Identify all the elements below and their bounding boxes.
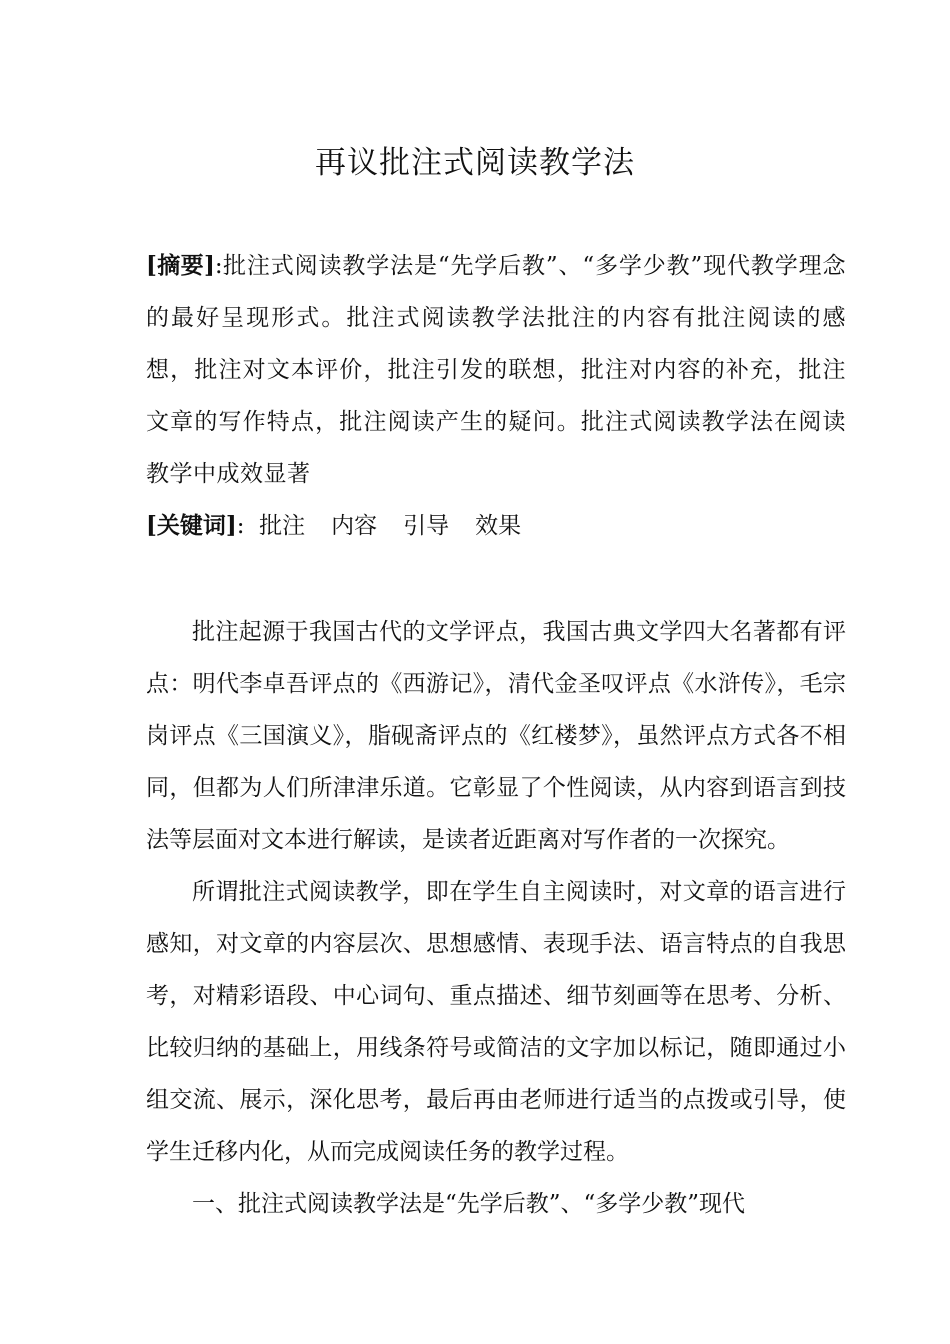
keywords-line (146, 500, 846, 552)
body-paragraph-3: 一、批注式阅读教学法是“先学后教”、“多学少教”现代 (192, 1191, 746, 1217)
abstract-paragraph (146, 240, 846, 500)
abstract-label: [摘要] (146, 252, 215, 279)
keyword-item: 引导 (403, 513, 450, 539)
abstract-text: 批注式阅读教学法是“先学后教”、“多学少教”现代教学理念的最好呈现形式。批注式阅读教学法批注的内容有批注阅读的感想，批注对文本评价，批注引发的联想，批注对内容的补充，批注文章的写作特点，批注阅读产生的疑问。批注式阅读教学法在阅读教学中成效显著 (146, 253, 846, 487)
document-body (146, 240, 846, 1230)
keyword-item: 内容 (331, 513, 378, 539)
keywords-label: [关键词] (146, 512, 237, 539)
abstract-separator: : (214, 253, 223, 279)
section-gap (146, 552, 846, 606)
keyword-item: 效果 (475, 513, 522, 539)
body-paragraph-2: 所谓批注式阅读教学，即在学生自主阅读时，对文章的语言进行感知，对文章的内容层次、思想感情、表现手法、语言特点的自我思考，对精彩语段、中心词句、重点描述、细节刻画等在思考、分析、比较归纳的基础上，用线条符号或简洁的文字加以标记，随即通过小组交流、展示，深化思考，最后再由老师进行适当的点拨或引导，使学生迁移内化，从而完成阅读任务的教学过程。 (146, 879, 846, 1165)
keywords-separator: : (236, 513, 245, 539)
body-paragraph-1: 批注起源于我国古代的文学评点，我国古典文学四大名著都有评点：明代李卓吾评点的《西游记》，清代金圣叹评点《水浒传》，毛宗岗评点《三国演义》，脂砚斋评点的《红楼梦》，虽然评点方式各不相同，但都为人们所津津乐道。它彰显了个性阅读，从内容到语言到技法等层面对文本进行解读，是读者近距离对写作者的一次探究。 (146, 619, 846, 853)
keyword-item: 批注 (259, 513, 306, 539)
document-title: 再议批注式阅读教学法 (315, 145, 635, 181)
